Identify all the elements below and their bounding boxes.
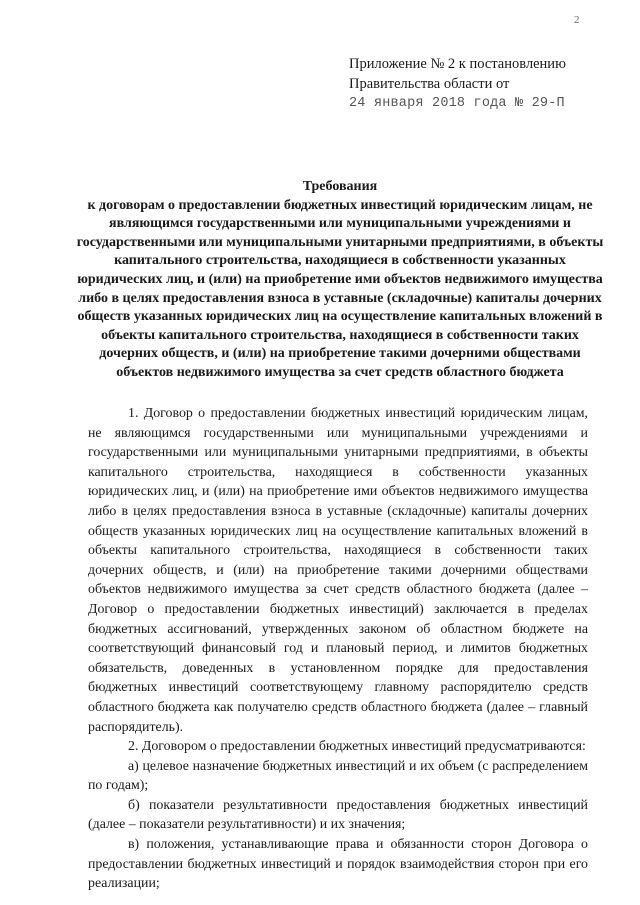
paragraph-2c: в) положения, устанавливающие права и обязанности сторон Договора о предоставлении бюджетных инвестиций и порядок взаимодействия сторон при его реализации; [88, 837, 588, 892]
document-body [88, 404, 588, 894]
paragraph-2b: б) показатели результативности предоставления бюджетных инвестиций (далее – показатели результативности) и их значения; [88, 797, 588, 833]
annex-date-number: 24 января 2018 года № 29-П [349, 96, 565, 111]
paragraph-1: 1. Договор о предоставлении бюджетных инвестиций юридическим лицам, не являющимся государственными или муниципальными учреждениями и государственными или муниципальными унитарными предприятиями, в объекты капитального строительства, находящиеся в собственности указанных юридических лиц, и (или) на приобретение ими объектов недвижимого имущества либо в целях предоставления взноса в уставные (складочные) капиталы дочерних обществ указанных юридических лиц на осуществление капитальных вложений в объекты капитального строительства, находящиеся в собственности таких дочерних обществ, и (или) на приобретение такими дочерними обществами объектов недвижимого имущества за счет средств областного бюджета (далее – Договор о предоставлении бюджетных инвестиций) заключается в пределах бюджетных ассигнований, утвержденных законом об областном бюджете на соответствующий финансовый год и плановый период, и лимитов бюджетных обязательств, доведенных в установленном порядке для предоставления бюджетных инвестиций соответствующему главному распорядителю средств областного бюджета как получателю средств областного бюджета (далее – главный распорядитель). [88, 406, 588, 735]
document-title: Требования [302, 179, 378, 194]
annex-line-2: Правительства области от [349, 76, 510, 92]
annex-line-1: Приложение № 2 к постановлению [349, 56, 566, 72]
annex-header [349, 54, 566, 114]
page-number: 2 [574, 14, 580, 26]
paragraph-2: 2. Договором о предоставлении бюджетных инвестиций предусматриваются: [128, 739, 586, 755]
document-heading [72, 178, 608, 383]
document-subtitle: к договорам о предоставлении бюджетных инвестиций юридическим лицам, не являющимся государственными или муниципальными учреждениями и государственными или муниципальными унитарными предприятиями, в объекты капитального строительства, находящиеся в собственности указанных юридических лиц, и (или) на приобретение ими объектов недвижимого имущества либо в целях предоставления взноса в уставные (складочные) капиталы дочерних обществ указанных юридических лиц на осуществление капитальных вложений в объекты капитального строительства, находящиеся в собственности таких дочерних обществ, и (или) на приобретение такими дочерними обществами объектов недвижимого имущества за счет средств областного бюджета [76, 197, 604, 380]
paragraph-2a: а) целевое назначение бюджетных инвестиций и их объем (с распределением по годам); [88, 758, 588, 794]
